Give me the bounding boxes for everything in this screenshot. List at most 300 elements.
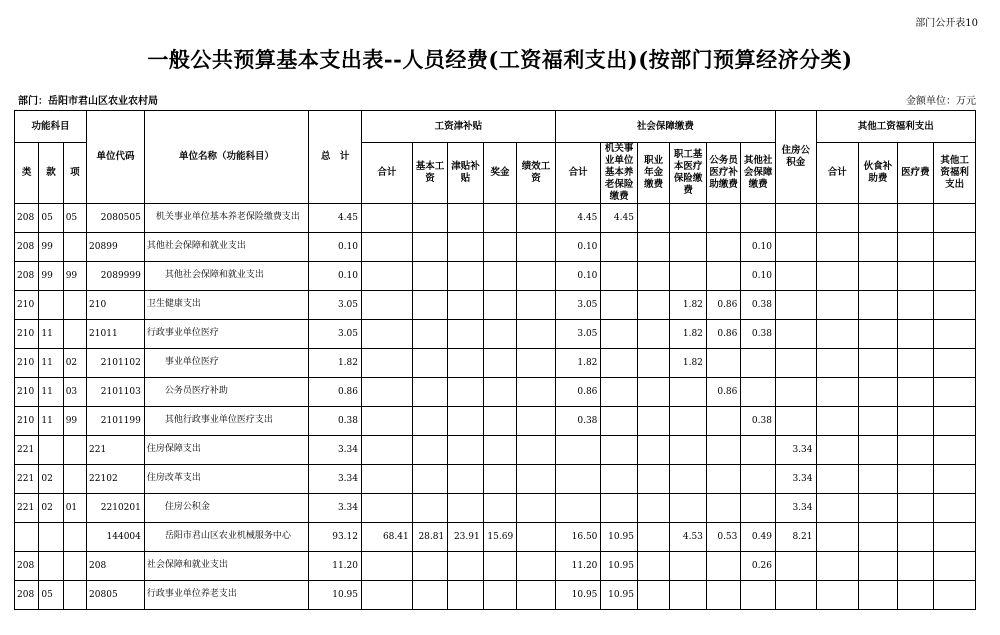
- header-other-col: 伙食补助费: [859, 143, 898, 204]
- cell-xiang: 99: [63, 407, 86, 436]
- cell-amount: [601, 349, 638, 378]
- cell-amount: [816, 465, 859, 494]
- cell-kuan: [39, 552, 63, 581]
- cell-unit-code: 221: [87, 436, 145, 465]
- cell-amount: [448, 204, 484, 233]
- cell-amount: [934, 581, 976, 610]
- cell-amount: 93.12: [309, 523, 362, 552]
- cell-amount: [362, 291, 413, 320]
- cell-amount: [517, 494, 556, 523]
- cell-amount: [816, 581, 859, 610]
- cell-amount: [775, 320, 816, 349]
- cell-amount: [448, 233, 484, 262]
- cell-amount: [362, 465, 413, 494]
- cell-amount: 0.10: [555, 262, 601, 291]
- cell-lei: 208: [15, 204, 39, 233]
- cell-amount: [448, 291, 484, 320]
- cell-amount: [934, 552, 976, 581]
- cell-amount: 4.53: [670, 523, 707, 552]
- cell-amount: 0.10: [309, 262, 362, 291]
- cell-amount: 3.05: [309, 320, 362, 349]
- cell-kuan: 05: [39, 581, 63, 610]
- cell-unit-name: 机关事业单位基本养老保险缴费支出: [144, 204, 308, 233]
- cell-amount: [412, 436, 448, 465]
- cell-amount: [859, 262, 898, 291]
- cell-amount: [517, 320, 556, 349]
- cell-kuan: [39, 436, 63, 465]
- cell-amount: 1.82: [670, 349, 707, 378]
- cell-amount: 0.86: [555, 378, 601, 407]
- cell-amount: 1.82: [309, 349, 362, 378]
- cell-amount: [775, 407, 816, 436]
- cell-amount: [517, 204, 556, 233]
- cell-amount: 0.10: [309, 233, 362, 262]
- cell-amount: 0.49: [741, 523, 776, 552]
- cell-kuan: [39, 523, 63, 552]
- cell-amount: [601, 320, 638, 349]
- cell-amount: [897, 233, 934, 262]
- cell-amount: [775, 581, 816, 610]
- cell-amount: 0.38: [555, 407, 601, 436]
- cell-amount: 0.86: [309, 378, 362, 407]
- cell-amount: [483, 291, 516, 320]
- cell-amount: [816, 494, 859, 523]
- cell-amount: [517, 262, 556, 291]
- cell-amount: 0.38: [741, 407, 776, 436]
- cell-unit-name: 其他社会保障和就业支出: [144, 262, 308, 291]
- header-social-group: 社会保障缴费: [555, 111, 775, 143]
- cell-amount: [859, 204, 898, 233]
- cell-lei: 221: [15, 436, 39, 465]
- cell-amount: [934, 494, 976, 523]
- cell-lei: 210: [15, 349, 39, 378]
- cell-amount: [706, 204, 740, 233]
- header-housing-fund: 住房公积金: [775, 111, 816, 204]
- table-row: [15, 233, 976, 262]
- cell-amount: [670, 378, 707, 407]
- cell-amount: [670, 233, 707, 262]
- cell-amount: [741, 378, 776, 407]
- cell-kuan: 11: [39, 407, 63, 436]
- cell-amount: 3.34: [775, 465, 816, 494]
- header-social-col: 机关事业单位基本养老保险缴费: [601, 143, 638, 204]
- cell-unit-name: 公务员医疗补助: [144, 378, 308, 407]
- header-total: 总 计: [309, 111, 362, 204]
- header-xiang: 项: [63, 143, 86, 204]
- cell-amount: 10.95: [601, 523, 638, 552]
- cell-kuan: 02: [39, 494, 63, 523]
- cell-amount: [555, 494, 601, 523]
- header-other-col: 合计: [816, 143, 859, 204]
- cell-amount: [897, 204, 934, 233]
- header-social-col: 职工基本医疗保险缴费: [670, 143, 707, 204]
- cell-amount: 11.20: [309, 552, 362, 581]
- table-row: [15, 378, 976, 407]
- header-other-col: 医疗费: [897, 143, 934, 204]
- cell-unit-name: 其他行政事业单位医疗支出: [144, 407, 308, 436]
- cell-amount: 0.10: [555, 233, 601, 262]
- cell-amount: 15.69: [483, 523, 516, 552]
- cell-amount: [637, 349, 669, 378]
- cell-lei: 221: [15, 494, 39, 523]
- cell-amount: [706, 436, 740, 465]
- cell-amount: [517, 407, 556, 436]
- cell-amount: 1.82: [555, 349, 601, 378]
- cell-amount: [859, 523, 898, 552]
- cell-amount: [637, 465, 669, 494]
- cell-amount: [412, 552, 448, 581]
- cell-amount: [741, 494, 776, 523]
- table-row: [15, 204, 976, 233]
- cell-unit-name: 住房公积金: [144, 494, 308, 523]
- cell-xiang: [63, 291, 86, 320]
- header-kuan: 款: [39, 143, 63, 204]
- cell-lei: 208: [15, 233, 39, 262]
- cell-amount: [448, 378, 484, 407]
- cell-amount: [775, 262, 816, 291]
- cell-kuan: 11: [39, 320, 63, 349]
- cell-unit-code: 2101103: [87, 378, 145, 407]
- table-row: [15, 262, 976, 291]
- cell-amount: [897, 581, 934, 610]
- cell-amount: [362, 581, 413, 610]
- cell-amount: 0.10: [741, 233, 776, 262]
- cell-amount: 0.38: [309, 407, 362, 436]
- cell-amount: [670, 436, 707, 465]
- cell-amount: 0.86: [706, 378, 740, 407]
- cell-amount: [897, 349, 934, 378]
- cell-kuan: 11: [39, 349, 63, 378]
- cell-amount: [816, 378, 859, 407]
- cell-amount: 0.86: [706, 291, 740, 320]
- cell-amount: [816, 233, 859, 262]
- cell-amount: 28.81: [412, 523, 448, 552]
- cell-xiang: [63, 233, 86, 262]
- cell-amount: [859, 378, 898, 407]
- cell-lei: 208: [15, 262, 39, 291]
- table-row: [15, 552, 976, 581]
- cell-amount: [859, 494, 898, 523]
- cell-amount: [897, 436, 934, 465]
- table-number-label: 部门公开表10: [915, 18, 978, 29]
- cell-amount: [816, 523, 859, 552]
- cell-amount: [412, 291, 448, 320]
- cell-amount: [741, 204, 776, 233]
- cell-amount: [897, 262, 934, 291]
- cell-amount: [859, 465, 898, 494]
- cell-amount: [362, 552, 413, 581]
- header-social-col: 合计: [555, 143, 601, 204]
- cell-amount: [362, 320, 413, 349]
- header-wage-col: 基本工资: [412, 143, 448, 204]
- cell-unit-name: 住房改革支出: [144, 465, 308, 494]
- header-wage-group: 工资津补贴: [362, 111, 556, 143]
- cell-amount: [412, 204, 448, 233]
- table-row: [15, 494, 976, 523]
- cell-amount: [706, 349, 740, 378]
- cell-amount: [897, 407, 934, 436]
- cell-amount: [637, 436, 669, 465]
- header-wage-col: 合计: [362, 143, 413, 204]
- cell-amount: [859, 349, 898, 378]
- cell-amount: [816, 262, 859, 291]
- cell-amount: [448, 407, 484, 436]
- cell-xiang: 05: [63, 204, 86, 233]
- cell-lei: 208: [15, 581, 39, 610]
- cell-amount: [412, 233, 448, 262]
- cell-amount: 4.45: [601, 204, 638, 233]
- cell-unit-code: 208: [87, 552, 145, 581]
- cell-amount: [934, 291, 976, 320]
- header-social-col: 其他社会保障缴费: [741, 143, 776, 204]
- cell-amount: [517, 581, 556, 610]
- cell-kuan: 99: [39, 262, 63, 291]
- cell-amount: [816, 349, 859, 378]
- cell-amount: [706, 552, 740, 581]
- cell-xiang: 02: [63, 349, 86, 378]
- cell-amount: [412, 494, 448, 523]
- cell-amount: [517, 378, 556, 407]
- cell-xiang: 99: [63, 262, 86, 291]
- cell-amount: 3.34: [309, 436, 362, 465]
- cell-xiang: [63, 320, 86, 349]
- cell-unit-code: 2080505: [87, 204, 145, 233]
- cell-amount: [637, 581, 669, 610]
- cell-amount: [859, 436, 898, 465]
- cell-amount: [483, 233, 516, 262]
- cell-amount: [483, 204, 516, 233]
- cell-amount: [897, 552, 934, 581]
- header-lei: 类: [15, 143, 39, 204]
- cell-unit-name: 社会保障和就业支出: [144, 552, 308, 581]
- cell-lei: 210: [15, 320, 39, 349]
- cell-amount: [448, 320, 484, 349]
- cell-amount: 16.50: [555, 523, 601, 552]
- cell-amount: [897, 378, 934, 407]
- header-wage-col: 津贴补贴: [448, 143, 484, 204]
- cell-unit-name: 事业单位医疗: [144, 349, 308, 378]
- cell-amount: [601, 378, 638, 407]
- cell-amount: [412, 465, 448, 494]
- cell-amount: [934, 523, 976, 552]
- header-wage-col: 奖金: [483, 143, 516, 204]
- cell-amount: [517, 233, 556, 262]
- cell-lei: 208: [15, 552, 39, 581]
- cell-amount: 11.20: [555, 552, 601, 581]
- cell-amount: [362, 204, 413, 233]
- cell-amount: [637, 204, 669, 233]
- cell-amount: [934, 407, 976, 436]
- cell-amount: [859, 407, 898, 436]
- cell-amount: [517, 465, 556, 494]
- cell-amount: [601, 465, 638, 494]
- cell-unit-name: 岳阳市君山区农业机械服务中心: [144, 523, 308, 552]
- cell-amount: [362, 407, 413, 436]
- cell-amount: [448, 465, 484, 494]
- cell-amount: 8.21: [775, 523, 816, 552]
- cell-amount: [448, 349, 484, 378]
- cell-amount: [412, 349, 448, 378]
- cell-kuan: 11: [39, 378, 63, 407]
- cell-unit-name: 卫生健康支出: [144, 291, 308, 320]
- cell-unit-code: 2089999: [87, 262, 145, 291]
- cell-unit-code: 2101102: [87, 349, 145, 378]
- cell-amount: [637, 233, 669, 262]
- cell-unit-code: 2210201: [87, 494, 145, 523]
- cell-amount: [934, 436, 976, 465]
- cell-amount: [517, 523, 556, 552]
- table-row: [15, 581, 976, 610]
- cell-unit-code: 20805: [87, 581, 145, 610]
- cell-amount: [637, 291, 669, 320]
- cell-amount: [706, 581, 740, 610]
- cell-kuan: 99: [39, 233, 63, 262]
- cell-amount: [601, 494, 638, 523]
- cell-amount: [483, 465, 516, 494]
- cell-amount: [362, 233, 413, 262]
- cell-amount: 3.05: [555, 320, 601, 349]
- header-function-subject: 功能科目: [15, 111, 87, 143]
- cell-amount: [637, 552, 669, 581]
- cell-amount: [816, 407, 859, 436]
- cell-amount: [934, 233, 976, 262]
- cell-amount: [448, 436, 484, 465]
- cell-amount: [706, 465, 740, 494]
- cell-amount: [601, 233, 638, 262]
- page-title: 一般公共预算基本支出表--人员经费(工资福利支出)(按部门预算经济分类): [147, 47, 853, 72]
- cell-amount: [816, 291, 859, 320]
- header-other-col: 其他工资福利支出: [934, 143, 976, 204]
- cell-amount: 10.95: [555, 581, 601, 610]
- cell-xiang: [63, 552, 86, 581]
- cell-amount: [483, 349, 516, 378]
- cell-amount: [670, 204, 707, 233]
- cell-amount: [517, 436, 556, 465]
- cell-amount: [859, 291, 898, 320]
- cell-amount: [670, 407, 707, 436]
- cell-amount: [637, 494, 669, 523]
- cell-amount: [517, 349, 556, 378]
- table-row: [15, 465, 976, 494]
- cell-amount: [897, 465, 934, 494]
- cell-amount: 10.95: [601, 581, 638, 610]
- cell-amount: 68.41: [362, 523, 413, 552]
- cell-lei: [15, 523, 39, 552]
- cell-amount: [362, 262, 413, 291]
- cell-unit-name: 行政事业单位养老支出: [144, 581, 308, 610]
- cell-amount: [934, 262, 976, 291]
- cell-amount: 10.95: [601, 552, 638, 581]
- department-label: 部门：岳阳市君山区农业农村局: [18, 96, 158, 107]
- cell-unit-code: 2101199: [87, 407, 145, 436]
- cell-amount: [412, 407, 448, 436]
- cell-amount: [934, 465, 976, 494]
- cell-amount: [897, 291, 934, 320]
- table-body: [15, 204, 976, 610]
- cell-amount: [741, 349, 776, 378]
- cell-amount: [897, 494, 934, 523]
- cell-amount: [448, 552, 484, 581]
- table-row: [15, 436, 976, 465]
- cell-amount: [934, 320, 976, 349]
- cell-amount: [670, 494, 707, 523]
- cell-amount: 1.82: [670, 320, 707, 349]
- cell-xiang: 01: [63, 494, 86, 523]
- cell-amount: [483, 552, 516, 581]
- cell-unit-code: 210: [87, 291, 145, 320]
- cell-xiang: [63, 523, 86, 552]
- cell-amount: [601, 407, 638, 436]
- cell-unit-code: 22102: [87, 465, 145, 494]
- table-row: [15, 523, 976, 552]
- cell-unit-code: 144004: [87, 523, 145, 552]
- cell-amount: [775, 349, 816, 378]
- cell-amount: [741, 465, 776, 494]
- cell-amount: [555, 465, 601, 494]
- header-unit-code: 单位代码: [87, 111, 145, 204]
- cell-lei: 221: [15, 465, 39, 494]
- cell-amount: 3.34: [309, 494, 362, 523]
- cell-amount: 0.38: [741, 320, 776, 349]
- cell-amount: [483, 494, 516, 523]
- cell-amount: [362, 436, 413, 465]
- cell-amount: [362, 349, 413, 378]
- table-row: [15, 291, 976, 320]
- cell-amount: [670, 581, 707, 610]
- cell-amount: 3.34: [775, 494, 816, 523]
- cell-amount: [775, 552, 816, 581]
- cell-amount: [859, 581, 898, 610]
- cell-amount: [601, 291, 638, 320]
- cell-amount: 23.91: [448, 523, 484, 552]
- cell-amount: [448, 262, 484, 291]
- cell-amount: [637, 407, 669, 436]
- cell-amount: [412, 378, 448, 407]
- cell-lei: 210: [15, 407, 39, 436]
- cell-amount: [601, 262, 638, 291]
- cell-amount: [816, 204, 859, 233]
- expenditure-table: [14, 110, 976, 610]
- header-unit-name: 单位名称（功能科目）: [144, 111, 308, 204]
- table-row: [15, 407, 976, 436]
- cell-kuan: [39, 291, 63, 320]
- cell-amount: 0.26: [741, 552, 776, 581]
- cell-amount: [816, 320, 859, 349]
- cell-amount: [483, 581, 516, 610]
- cell-unit-name: 其他社会保障和就业支出: [144, 233, 308, 262]
- cell-amount: [448, 494, 484, 523]
- header-other-group: 其他工资福利支出: [816, 111, 976, 143]
- cell-amount: 0.86: [706, 320, 740, 349]
- cell-amount: [859, 552, 898, 581]
- cell-amount: 0.38: [741, 291, 776, 320]
- cell-amount: 4.45: [555, 204, 601, 233]
- cell-lei: 210: [15, 291, 39, 320]
- cell-amount: [897, 523, 934, 552]
- cell-amount: [601, 436, 638, 465]
- cell-amount: [412, 262, 448, 291]
- cell-amount: [775, 291, 816, 320]
- cell-amount: [706, 262, 740, 291]
- cell-unit-name: 住房保障支出: [144, 436, 308, 465]
- cell-amount: [362, 494, 413, 523]
- cell-amount: 3.34: [775, 436, 816, 465]
- cell-amount: [483, 436, 516, 465]
- cell-xiang: 03: [63, 378, 86, 407]
- cell-unit-code: 21011: [87, 320, 145, 349]
- cell-kuan: 02: [39, 465, 63, 494]
- cell-amount: [517, 291, 556, 320]
